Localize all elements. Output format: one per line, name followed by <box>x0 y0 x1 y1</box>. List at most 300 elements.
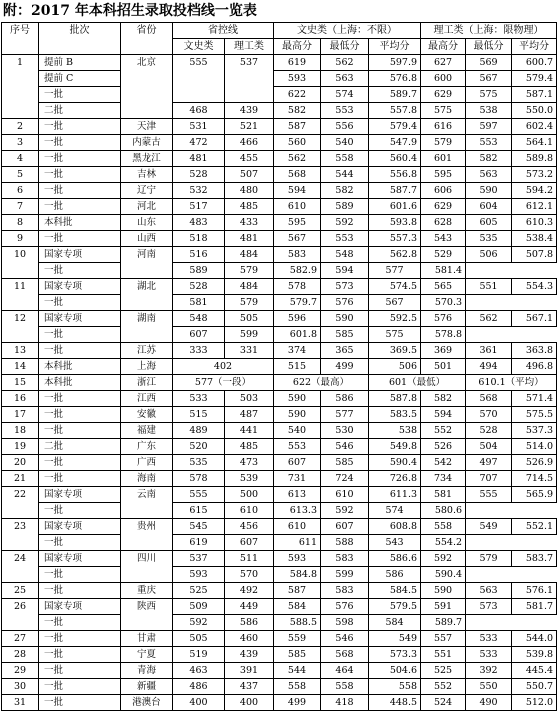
province-cell: 湖北 <box>121 279 173 311</box>
sci-max-cell: 575 <box>421 103 466 119</box>
arts-max-cell: 587 <box>274 583 321 599</box>
sci-avg-cell: 550.7 <box>512 679 557 695</box>
control-arts-cell: 578 <box>173 471 225 487</box>
arts-avg-cell: 588.5 <box>274 615 321 631</box>
control-sci-cell: 507 <box>225 167 274 183</box>
control-arts-cell: 525 <box>173 583 225 599</box>
sci-min-cell: 504 <box>466 439 512 455</box>
table-row <box>2 391 557 407</box>
arts-max-cell: 619 <box>173 535 225 551</box>
sci-min-cell: 549 <box>466 519 512 535</box>
province-cell: 广西 <box>121 455 173 471</box>
batch-cell: 一批 <box>39 535 121 551</box>
arts-min-cell: 724 <box>321 471 369 487</box>
table-row <box>2 247 557 263</box>
sci-max-cell: 529 <box>421 247 466 263</box>
arts-avg-cell: 573.3 <box>369 647 421 663</box>
batch-cell: 一批 <box>39 167 121 183</box>
sci-min-cell: 575 <box>369 327 421 343</box>
control-arts-cell: 531 <box>173 119 225 135</box>
sci-min-cell: 538 <box>466 103 512 119</box>
sci-avg-cell: 537.3 <box>512 423 557 439</box>
arts-min-cell: 579 <box>225 263 274 279</box>
arts-min-cell: 610 <box>225 503 274 519</box>
control-line-cell: 577（一段） <box>173 375 274 391</box>
control-sci-cell: 456 <box>225 519 274 535</box>
control-sci-cell: 391 <box>225 663 274 679</box>
sci-min-cell: 582 <box>466 151 512 167</box>
sci-max-cell: 590 <box>421 583 466 599</box>
header-control-sci: 理工类 <box>225 39 274 55</box>
table-row <box>2 535 557 551</box>
sci-min-cell: 604 <box>466 199 512 215</box>
arts-avg-cell: 562.8 <box>369 247 421 263</box>
batch-cell: 国家专项 <box>39 311 121 327</box>
arts-min-cell: 585 <box>321 455 369 471</box>
province-cell: 贵州 <box>121 519 173 551</box>
sci-max-cell: 629 <box>421 87 466 103</box>
sci-avg-cell: 445.4 <box>512 663 557 679</box>
seq-cell: 21 <box>2 471 39 487</box>
sci-avg-cell: 714.5 <box>512 471 557 487</box>
province-cell: 海南 <box>121 471 173 487</box>
table-row <box>2 423 557 439</box>
control-arts-cell: 533 <box>173 391 225 407</box>
sci-min-cell: 494 <box>466 359 512 375</box>
arts-avg-cell: 597.9 <box>369 55 421 71</box>
province-cell: 上海 <box>121 359 173 375</box>
arts-min-cell: 544 <box>321 167 369 183</box>
arts-max-cell: 583 <box>274 247 321 263</box>
control-arts-cell: 489 <box>173 423 225 439</box>
header-sci-avg: 平均分 <box>512 39 557 55</box>
control-sci-cell: 485 <box>225 199 274 215</box>
table-row <box>2 263 557 279</box>
arts-min-cell: 583 <box>321 551 369 567</box>
batch-cell: 一批 <box>39 455 121 471</box>
sci-max-cell: 599 <box>321 567 369 583</box>
arts-min-cell: 553 <box>321 231 369 247</box>
sci-max-cell: 525 <box>421 663 466 679</box>
arts-max-cell: 587 <box>274 119 321 135</box>
seq-cell: 5 <box>2 167 39 183</box>
control-sci-cell: 484 <box>225 247 274 263</box>
sci-avg-cell: 590.4 <box>421 567 466 583</box>
table-row <box>2 455 557 471</box>
arts-min-cell: 546 <box>321 439 369 455</box>
province-cell: 新疆 <box>121 679 173 695</box>
sci-min-cell: 577 <box>369 263 421 279</box>
seq-cell: 18 <box>2 423 39 439</box>
batch-cell: 国家专项 <box>39 247 121 263</box>
arts-min-cell: 464 <box>321 663 369 679</box>
sci-avg-cell: 363.8 <box>512 343 557 359</box>
arts-max-cell: 515 <box>274 359 321 375</box>
control-arts-cell: 486 <box>173 679 225 695</box>
seq-cell: 29 <box>2 663 39 679</box>
sci-max-cell: 588 <box>321 535 369 551</box>
arts-min-cell: 586 <box>321 391 369 407</box>
sci-avg-cell: 539.8 <box>512 647 557 663</box>
arts-max-cell: 582 <box>274 103 321 119</box>
sci-min-cell: 567 <box>466 71 512 87</box>
province-cell: 安徽 <box>121 407 173 423</box>
arts-avg-cell: 593.8 <box>369 215 421 231</box>
arts-min-cell: 562 <box>321 55 369 71</box>
province-cell: 宁夏 <box>121 647 173 663</box>
sci-avg-cell: 576.1 <box>512 583 557 599</box>
table-row <box>2 583 557 599</box>
seq-cell: 4 <box>2 151 39 167</box>
seq-cell: 16 <box>2 391 39 407</box>
sci-min-cell: 575 <box>466 87 512 103</box>
sci-min-cell: 528 <box>466 423 512 439</box>
seq-cell: 20 <box>2 455 39 471</box>
sci-max-cell: 543 <box>421 231 466 247</box>
sci-min-cell: 570 <box>466 407 512 423</box>
control-sci-cell: 460 <box>225 631 274 647</box>
table-row <box>2 55 557 71</box>
arts-min-cell: 592 <box>321 215 369 231</box>
table-row <box>2 199 557 215</box>
control-arts-cell: 518 <box>173 231 225 247</box>
arts-avg-cell: 560.4 <box>369 151 421 167</box>
header-seq: 序号 <box>2 23 39 55</box>
control-arts-cell: 468 <box>173 103 225 119</box>
sci-min-cell: 605 <box>466 215 512 231</box>
table-row <box>2 87 557 103</box>
province-cell: 山东 <box>121 215 173 231</box>
header-arts-min: 最低分 <box>321 39 369 55</box>
arts-min-cell: 558 <box>321 679 369 695</box>
arts-min-cell: 574 <box>321 87 369 103</box>
arts-max-cell: 558 <box>274 679 321 695</box>
batch-cell: 国家专项 <box>39 599 121 615</box>
batch-cell: 一批 <box>39 679 121 695</box>
sci-min-cell: 563 <box>466 583 512 599</box>
seq-cell: 30 <box>2 679 39 695</box>
seq-cell: 28 <box>2 647 39 663</box>
batch-cell: 一批 <box>39 423 121 439</box>
batch-cell: 一批 <box>39 647 121 663</box>
admission-score-table <box>1 22 557 711</box>
header-control-arts: 文史类 <box>173 39 225 55</box>
sci-max-cell: 629 <box>421 199 466 215</box>
sci-avg-cell: 578.8 <box>421 327 466 343</box>
sci-min-cell: 550 <box>466 679 512 695</box>
control-arts-cell: 472 <box>173 135 225 151</box>
sci-max-cell: 598 <box>321 615 369 631</box>
seq-cell: 23 <box>2 519 39 551</box>
sci-avg-cell: 573.2 <box>512 167 557 183</box>
arts-max-cell: 731 <box>274 471 321 487</box>
table-row <box>2 103 557 119</box>
sci-avg-cell: 612.1 <box>512 199 557 215</box>
table-row <box>2 119 557 135</box>
batch-cell: 一批 <box>39 343 121 359</box>
batch-cell: 提前 B <box>39 55 121 71</box>
table-row <box>2 167 557 183</box>
arts-max-cell: 585 <box>274 647 321 663</box>
seq-cell: 17 <box>2 407 39 423</box>
province-cell: 江西 <box>121 391 173 407</box>
header-batch: 批次 <box>39 23 121 55</box>
arts-max-cell: 544 <box>274 663 321 679</box>
arts-max-cell: 589 <box>173 263 225 279</box>
arts-avg-cell: 611 <box>274 535 321 551</box>
batch-cell: 本科批 <box>39 215 121 231</box>
sci-avg-cell: 581.4 <box>421 263 466 279</box>
arts-max-cell: 581 <box>173 295 225 311</box>
arts-max-cell: 590 <box>274 391 321 407</box>
control-sci-cell: 441 <box>225 423 274 439</box>
seq-cell: 31 <box>2 695 39 711</box>
sci-max-cell: 582 <box>421 391 466 407</box>
table-row <box>2 311 557 327</box>
batch-cell: 国家专项 <box>39 279 121 295</box>
arts-avg-cell: 608.8 <box>369 519 421 535</box>
sci-min-cell: 543 <box>369 535 421 551</box>
province-cell: 四川 <box>121 551 173 583</box>
control-sci-cell: 439 <box>225 103 274 119</box>
sci-avg-cell: 589.7 <box>421 615 466 631</box>
arts-avg-cell: 547.9 <box>369 135 421 151</box>
arts-max-cell: 553 <box>274 439 321 455</box>
arts-min-cell: 563 <box>321 71 369 87</box>
arts-avg-cell: 726.8 <box>369 471 421 487</box>
seq-cell: 27 <box>2 631 39 647</box>
batch-cell: 一批 <box>39 407 121 423</box>
arts-max-cell: 593 <box>274 71 321 87</box>
seq-cell: 22 <box>2 487 39 519</box>
table-row <box>2 231 557 247</box>
sci-avg-cell: 554.3 <box>512 279 557 295</box>
arts-min-cell: 576 <box>321 599 369 615</box>
control-arts-cell: 520 <box>173 439 225 455</box>
batch-cell: 一批 <box>39 151 121 167</box>
header-control-line: 省控线 <box>173 23 274 39</box>
arts-max-cell: 584 <box>274 599 321 615</box>
control-arts-cell: 555 <box>173 487 225 503</box>
header-arts-avg: 平均分 <box>369 39 421 55</box>
seq-cell: 6 <box>2 183 39 199</box>
sci-avg-cell: 565.9 <box>512 487 557 503</box>
sci-avg-cell: 538.4 <box>512 231 557 247</box>
batch-cell: 一批 <box>39 183 121 199</box>
arts-max-cell: 540 <box>274 423 321 439</box>
batch-cell: 一批 <box>39 631 121 647</box>
arts-min-cell: 582 <box>321 183 369 199</box>
arts-min-cell: 586 <box>225 615 274 631</box>
arts-max-cell: 593 <box>173 567 225 583</box>
sci-max-cell: 581 <box>421 487 466 503</box>
arts-min-cell: 556 <box>321 119 369 135</box>
sci-avg-cell: 514.0 <box>512 439 557 455</box>
arts-min-cell: 589 <box>321 199 369 215</box>
province-cell: 浙江 <box>121 375 173 391</box>
batch-cell: 一批 <box>39 295 121 311</box>
batch-cell: 本科批 <box>39 375 121 391</box>
arts-avg-cell: 556.8 <box>369 167 421 183</box>
arts-max-cell: 578 <box>274 279 321 295</box>
control-sci-cell: 400 <box>225 695 274 711</box>
table-body <box>2 55 557 711</box>
sci-max-cell: 526 <box>421 439 466 455</box>
seq-cell: 3 <box>2 135 39 151</box>
arts-max-cell: 567 <box>274 231 321 247</box>
province-cell: 河南 <box>121 247 173 279</box>
arts-min-cell: 365 <box>321 343 369 359</box>
batch-cell: 一批 <box>39 199 121 215</box>
sci-max-cell: 628 <box>421 215 466 231</box>
sci-avg-cell: 571.4 <box>512 391 557 407</box>
sci-max-cell: 592 <box>321 503 369 519</box>
arts-avg-cell: 369.5 <box>369 343 421 359</box>
control-sci-cell: 437 <box>225 679 274 695</box>
control-arts-cell: 516 <box>173 247 225 263</box>
control-sci-cell: 505 <box>225 311 274 327</box>
batch-cell: 一批 <box>39 615 121 631</box>
control-arts-cell: 528 <box>173 167 225 183</box>
arts-avg-cell: 589.7 <box>369 87 421 103</box>
arts-max-cell: 615 <box>173 503 225 519</box>
arts-min-cell: 546 <box>321 631 369 647</box>
table-row <box>2 135 557 151</box>
batch-cell: 一批 <box>39 327 121 343</box>
sci-max-cell: 542 <box>421 455 466 471</box>
sci-min-cell: 555 <box>466 487 512 503</box>
sci-min-cell: 569 <box>466 55 512 71</box>
control-arts-cell: 481 <box>173 151 225 167</box>
table-row <box>2 503 557 519</box>
sci-avg-cell: 507.8 <box>512 247 557 263</box>
sci-max-cell: 558 <box>421 519 466 535</box>
batch-cell: 一批 <box>39 471 121 487</box>
sci-max-cell: 592 <box>421 551 466 567</box>
province-cell: 甘肃 <box>121 631 173 647</box>
header-sci-min: 最低分 <box>466 39 512 55</box>
sci-min-cell: 707 <box>466 471 512 487</box>
control-sci-cell: 539 <box>225 471 274 487</box>
header-sci: 理工类（上海：限物理） <box>421 23 557 39</box>
sci-max-cell: 585 <box>321 327 369 343</box>
batch-cell: 一批 <box>39 263 121 279</box>
control-sci-cell: 481 <box>225 231 274 247</box>
arts-avg-cell: 549 <box>369 631 421 647</box>
sci-max-cell: 734 <box>421 471 466 487</box>
arts-max-cell: 619 <box>274 55 321 71</box>
table-row <box>2 519 557 535</box>
arts-min-cell: 573 <box>321 279 369 295</box>
sci-min-cell: 562 <box>466 311 512 327</box>
arts-min-cell: 610 <box>321 487 369 503</box>
table-row <box>2 359 557 375</box>
table-row <box>2 551 557 567</box>
sci-avg-cell: 583.7 <box>512 551 557 567</box>
arts-max-cell: 590 <box>274 407 321 423</box>
batch-cell: 一批 <box>39 695 121 711</box>
table-row <box>2 487 557 503</box>
province-cell: 天津 <box>121 119 173 135</box>
arts-max-cell: 610 <box>274 519 321 535</box>
arts-min-cell: 607 <box>225 535 274 551</box>
control-arts-cell: 548 <box>173 311 225 327</box>
seq-cell: 24 <box>2 551 39 583</box>
table-row <box>2 567 557 583</box>
table-row <box>2 375 557 391</box>
province-cell: 河北 <box>121 199 173 215</box>
arts-avg-cell: 582.9 <box>274 263 321 279</box>
control-sci-cell: 455 <box>225 151 274 167</box>
sci-min-cell: 563 <box>466 167 512 183</box>
sci-avg-cell: 602.4 <box>512 119 557 135</box>
arts-avg-cell: 587.7 <box>369 183 421 199</box>
sci-max-cell: 524 <box>421 695 466 711</box>
sci-max-cell: 576 <box>321 295 369 311</box>
seq-cell: 13 <box>2 343 39 359</box>
sci-max-cell: 606 <box>421 183 466 199</box>
sci-avg-cell: 600.7 <box>512 55 557 71</box>
sci-avg-cell: 575.5 <box>512 407 557 423</box>
arts-min-cell: 530 <box>321 423 369 439</box>
batch-cell: 提前 C <box>39 71 121 87</box>
arts-max-cell: 562 <box>274 151 321 167</box>
sci-max-cell: 576 <box>421 311 466 327</box>
arts-min-cell: 590 <box>321 311 369 327</box>
province-cell: 青海 <box>121 663 173 679</box>
header-sci-max: 最高分 <box>421 39 466 55</box>
arts-avg-cell: 592.5 <box>369 311 421 327</box>
control-sci-cell: 449 <box>225 599 274 615</box>
seq-cell: 1 <box>2 55 39 119</box>
arts-max-cell: 595 <box>274 215 321 231</box>
batch-cell: 一批 <box>39 391 121 407</box>
arts-avg-cell: 587.8 <box>369 391 421 407</box>
table-row <box>2 695 557 711</box>
batch-cell: 国家专项 <box>39 551 121 567</box>
sci-min-cell: 553 <box>466 135 512 151</box>
arts-max-cell: 607 <box>274 455 321 471</box>
arts-avg-cell: 584.8 <box>274 567 321 583</box>
province-cell: 山西 <box>121 231 173 247</box>
control-sci-cell: 492 <box>225 583 274 599</box>
seq-cell: 10 <box>2 247 39 279</box>
score-min-cell: 601（最低） <box>369 375 466 391</box>
arts-avg-cell: 448.5 <box>369 695 421 711</box>
sci-avg-cell: 552.1 <box>512 519 557 535</box>
table-row <box>2 279 557 295</box>
table-row <box>2 183 557 199</box>
sci-min-cell: 361 <box>466 343 512 359</box>
batch-cell: 一批 <box>39 503 121 519</box>
sci-avg-cell: 526.9 <box>512 455 557 471</box>
arts-avg-cell: 576.8 <box>369 71 421 87</box>
province-cell: 吉林 <box>121 167 173 183</box>
control-line-cell: 402 <box>173 359 274 375</box>
control-arts-cell: 333 <box>173 343 225 359</box>
seq-cell: 7 <box>2 199 39 215</box>
sci-max-cell: 552 <box>421 679 466 695</box>
sci-avg-cell: 589.8 <box>512 151 557 167</box>
sci-max-cell: 600 <box>421 71 466 87</box>
arts-min-cell: 568 <box>321 647 369 663</box>
arts-min-cell: 577 <box>321 407 369 423</box>
control-sci-cell: 487 <box>225 407 274 423</box>
sci-avg-cell: 496.8 <box>512 359 557 375</box>
sci-max-cell: 616 <box>421 119 466 135</box>
table-row <box>2 631 557 647</box>
arts-avg-cell: 579.5 <box>369 599 421 615</box>
